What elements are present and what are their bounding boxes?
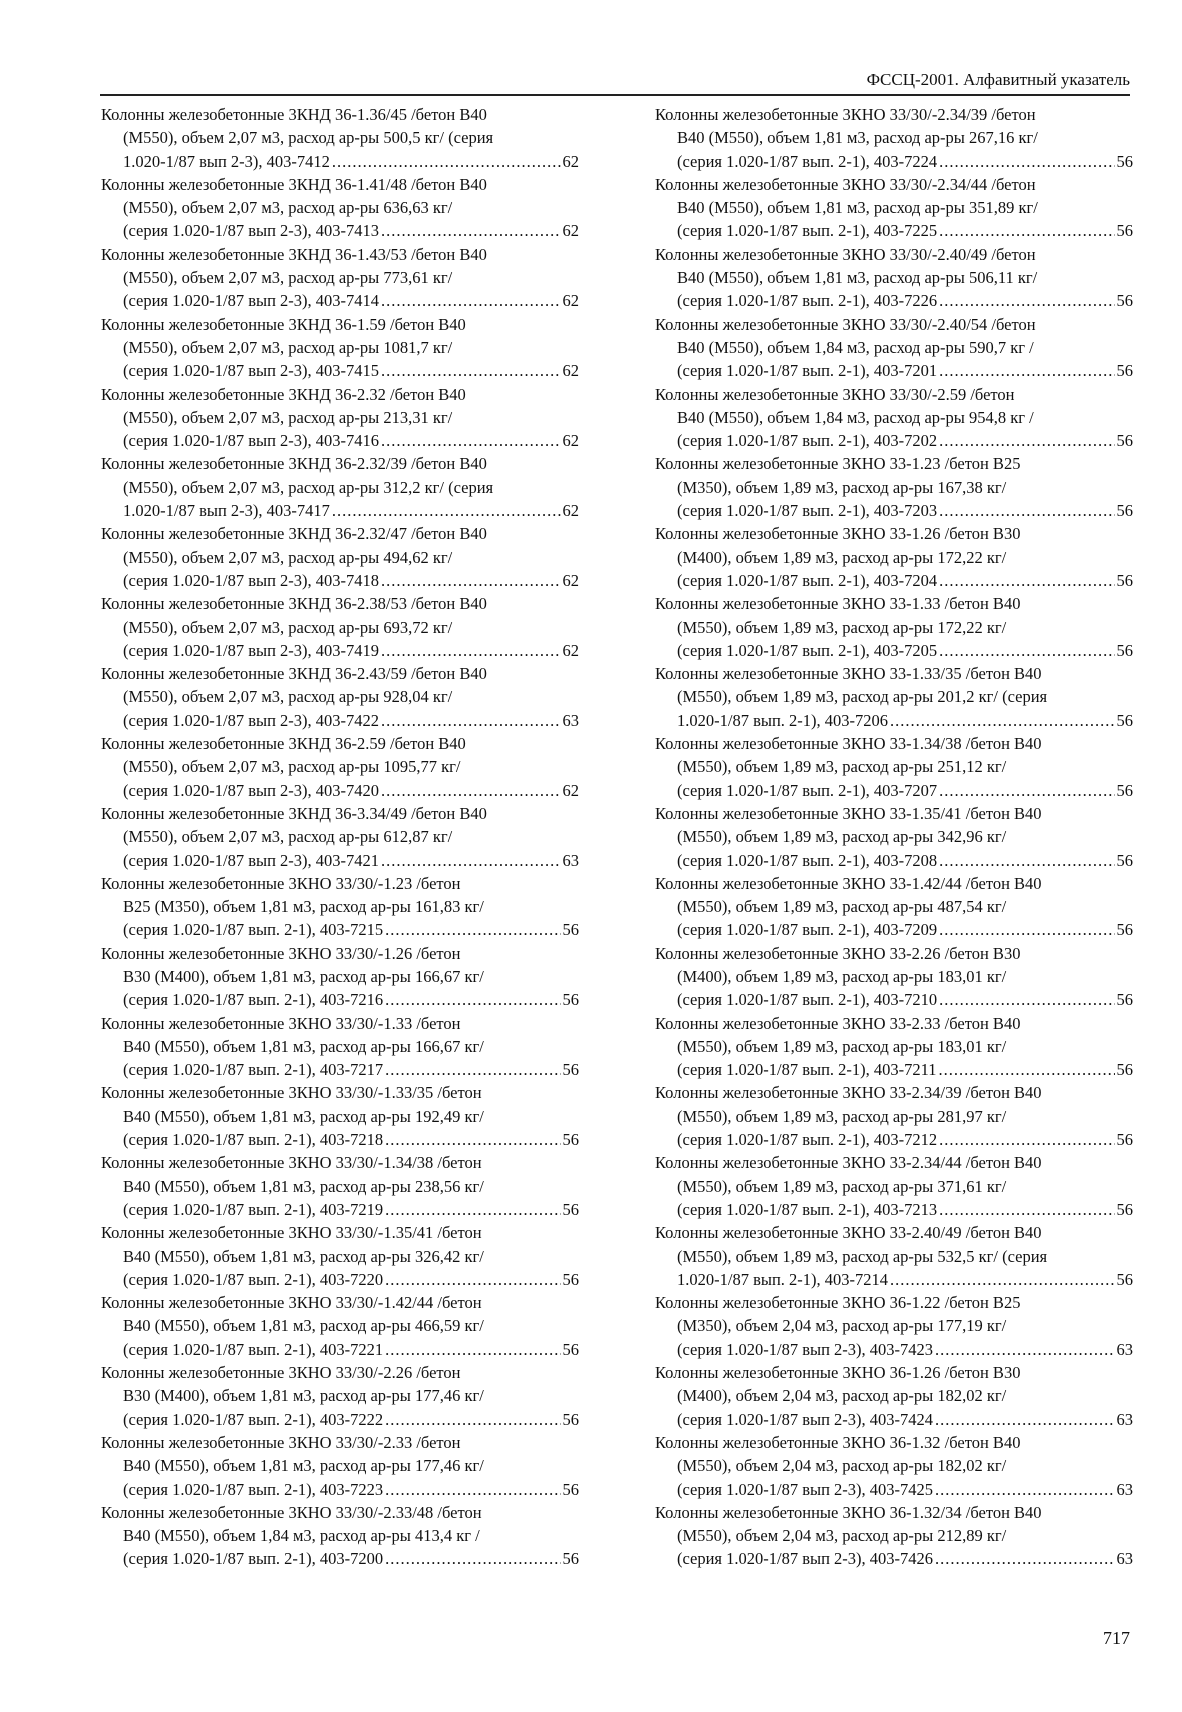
dot-leader — [939, 150, 1114, 173]
entry-reference-line — [655, 569, 1133, 592]
entry-reference: (серия 1.020-1/87 вып 2-3), 403-7426 — [677, 1549, 934, 1569]
entry-heading: Колонны железобетонные 3КНД 36-2.38/53 /бетон В40 — [101, 594, 487, 614]
entry-continuation: В40 (М550), объем 1,81 м3, расход ар-ры 177,46 кг/ — [123, 1456, 484, 1476]
index-entry — [101, 452, 579, 522]
entry-heading: Колонны железобетонные 3КНО 33/30/-2.34/39 /бетон — [655, 105, 1036, 124]
entry-reference-line — [655, 289, 1133, 312]
entry-page-number: 62 — [562, 431, 579, 451]
entry-reference-line — [655, 1198, 1133, 1221]
entry-reference: (серия 1.020-1/87 вып. 2-1), 403-7205 — [677, 640, 938, 660]
entry-reference: (серия 1.020-1/87 вып 2-3), 403-7425 — [677, 1479, 934, 1499]
entry-heading: Колонны железобетонные 3КНО 33-2.40/49 /бетон В40 — [655, 1223, 1042, 1243]
entry-reference-line — [101, 219, 579, 242]
entry-reference: (серия 1.020-1/87 вып. 2-1), 403-7202 — [677, 431, 938, 451]
entry-heading: Колонны железобетонные 3КНО 33/30/-2.59 /бетон — [655, 384, 1015, 404]
entry-heading: Колонны железобетонные 3КНО 33/30/-2.34/44 /бетон — [655, 174, 1036, 194]
entry-page-number: 56 — [1116, 1060, 1133, 1080]
dot-leader — [385, 1408, 560, 1431]
dot-leader — [385, 1478, 560, 1501]
entry-continuation: (М550), объем 2,07 м3, расход ар-ры 312,2 кг/ (серия — [123, 477, 494, 497]
page-number: 717 — [1103, 1628, 1130, 1648]
entry-page-number: 63 — [562, 850, 579, 870]
entry-continuation: (М550), объем 2,07 м3, расход ар-ры 773,61 кг/ — [123, 268, 453, 288]
entry-continuation: (М550), объем 1,89 м3, расход ар-ры 532,5 кг/ (серия — [677, 1246, 1048, 1266]
index-entry — [101, 872, 579, 942]
entry-reference-line — [655, 429, 1133, 452]
index-entry — [101, 103, 579, 173]
index-entry — [101, 802, 579, 872]
index-entry — [101, 662, 579, 732]
entry-page-number: 62 — [562, 780, 579, 800]
entry-page-number: 56 — [1116, 291, 1133, 311]
index-entry — [101, 1431, 579, 1501]
entry-heading: Колонны железобетонные 3КНО 33/30/-2.40/49 /бетон — [655, 244, 1036, 264]
entry-reference: (серия 1.020-1/87 вып. 2-1), 403-7207 — [677, 780, 938, 800]
index-entry — [101, 1291, 579, 1361]
entry-heading: Колонны железобетонные 3КНД 36-1.36/45 /бетон В40 — [101, 105, 487, 124]
entry-reference-line — [101, 1268, 579, 1291]
entry-heading: Колонны железобетонные 3КНО 33/30/-2.33 /бетон — [101, 1432, 461, 1452]
entry-page-number: 62 — [562, 221, 579, 241]
entry-reference-line — [655, 1128, 1133, 1151]
entry-page-number: 63 — [1116, 1339, 1133, 1359]
entry-heading: Колонны железобетонные 3КНО 33/30/-1.23 /бетон — [101, 873, 461, 893]
dot-leader — [935, 1408, 1114, 1431]
dot-leader — [939, 918, 1114, 941]
entry-continuation: (М550), объем 2,07 м3, расход ар-ры 928,04 кг/ — [123, 687, 453, 707]
index-entry — [655, 452, 1133, 522]
entry-reference: (серия 1.020-1/87 вып 2-3), 403-7420 — [123, 780, 380, 800]
entry-page-number: 56 — [1116, 780, 1133, 800]
entry-continuation: В40 (М550), объем 1,81 м3, расход ар-ры 166,67 кг/ — [123, 1036, 484, 1056]
index-entry — [655, 313, 1133, 383]
entry-continuation: (М400), объем 1,89 м3, расход ар-ры 172,22 кг/ — [677, 547, 1007, 567]
entry-reference-line — [101, 1338, 579, 1361]
entry-reference: 1.020-1/87 вып 2-3), 403-7417 — [123, 501, 330, 521]
entry-heading: Колонны железобетонные 3КНО 33-2.26 /бетон В30 — [655, 943, 1021, 963]
entry-reference-line — [655, 499, 1133, 522]
dot-leader — [381, 849, 560, 872]
entry-reference-line — [101, 918, 579, 941]
entry-page-number: 56 — [1116, 431, 1133, 451]
entry-heading: Колонны железобетонные 3КНД 36-1.43/53 /бетон В40 — [101, 244, 487, 264]
entry-reference-line — [655, 849, 1133, 872]
entry-reference: (серия 1.020-1/87 вып. 2-1), 403-7211 — [677, 1060, 937, 1080]
index-entry — [101, 732, 579, 802]
entry-continuation: (М550), объем 2,07 м3, расход ар-ры 636,63 кг/ — [123, 198, 453, 218]
entry-page-number: 56 — [1116, 1199, 1133, 1219]
entry-reference-line — [101, 1478, 579, 1501]
entry-page-number: 56 — [562, 1269, 579, 1289]
dot-leader — [381, 359, 560, 382]
entry-page-number: 62 — [562, 361, 579, 381]
entry-continuation: (М550), объем 1,89 м3, расход ар-ры 183,01 кг/ — [677, 1036, 1007, 1056]
dot-leader — [939, 1128, 1114, 1151]
entry-reference-line — [101, 359, 579, 382]
dot-leader — [385, 1198, 560, 1221]
index-entry — [655, 1012, 1133, 1082]
dot-leader — [939, 219, 1114, 242]
entry-heading: Колонны железобетонные 3КНО 33-1.23 /бетон В25 — [655, 454, 1021, 474]
entry-reference-line — [101, 1547, 579, 1570]
page-header — [100, 70, 1130, 96]
entry-page-number: 56 — [562, 990, 579, 1010]
entry-reference: (серия 1.020-1/87 вып. 2-1), 403-7208 — [677, 850, 938, 870]
entry-continuation: В40 (М550), объем 1,81 м3, расход ар-ры 192,49 кг/ — [123, 1106, 484, 1126]
entry-continuation: (М550), объем 1,89 м3, расход ар-ры 251,12 кг/ — [677, 757, 1007, 777]
entry-reference-line — [655, 709, 1133, 732]
index-entry — [101, 522, 579, 592]
entry-continuation: В40 (М550), объем 1,81 м3, расход ар-ры 506,11 кг/ — [677, 268, 1038, 288]
entry-reference: 1.020-1/87 вып. 2-1), 403-7214 — [677, 1269, 889, 1289]
index-entry — [655, 522, 1133, 592]
entry-heading: Колонны железобетонные 3КНО 36-1.22 /бетон В25 — [655, 1293, 1021, 1313]
index-entry — [101, 1361, 579, 1431]
entry-heading: Колонны железобетонные 3КНО 33-2.34/44 /бетон В40 — [655, 1153, 1042, 1173]
entry-heading: Колонны железобетонные 3КНО 33-1.35/41 /бетон В40 — [655, 803, 1042, 823]
entry-reference-line — [655, 1268, 1133, 1291]
entry-heading: Колонны железобетонные 3КНО 36-1.32 /бетон В40 — [655, 1432, 1021, 1452]
index-entry — [655, 872, 1133, 942]
entry-reference-line — [101, 289, 579, 312]
entry-page-number: 63 — [1116, 1549, 1133, 1569]
entry-continuation: В40 (М550), объем 1,81 м3, расход ар-ры 326,42 кг/ — [123, 1246, 484, 1266]
entry-reference: (серия 1.020-1/87 вып 2-3), 403-7413 — [123, 221, 380, 241]
entry-heading: Колонны железобетонные 3КНО 33/30/-1.33 /бетон — [101, 1013, 461, 1033]
entry-heading: Колонны железобетонные 3КНД 36-3.34/49 /бетон В40 — [101, 803, 487, 823]
entry-heading: Колонны железобетонные 3КНО 36-1.26 /бетон В30 — [655, 1363, 1021, 1383]
entry-continuation: (М550), объем 1,89 м3, расход ар-ры 487,54 кг/ — [677, 897, 1007, 917]
entry-reference-line — [101, 639, 579, 662]
entry-heading: Колонны железобетонные 3КНО 33/30/-2.26 /бетон — [101, 1363, 461, 1383]
dot-leader — [381, 639, 560, 662]
index-entry — [655, 1221, 1133, 1291]
entry-heading: Колонны железобетонные 3КНО 33-1.33 /бетон В40 — [655, 594, 1021, 614]
entry-page-number: 56 — [1116, 640, 1133, 660]
entry-continuation: В40 (М550), объем 1,84 м3, расход ар-ры 413,4 кг / — [123, 1526, 480, 1546]
index-entry — [101, 173, 579, 243]
entry-continuation: (М400), объем 2,04 м3, расход ар-ры 182,02 кг/ — [677, 1386, 1007, 1406]
entry-reference: (серия 1.020-1/87 вып 2-3), 403-7422 — [123, 710, 380, 730]
index-entry — [101, 1151, 579, 1221]
entry-reference: 1.020-1/87 вып. 2-1), 403-7206 — [677, 710, 889, 730]
entry-reference-line — [655, 779, 1133, 802]
entry-continuation: (М550), объем 2,04 м3, расход ар-ры 212,89 кг/ — [677, 1526, 1007, 1546]
index-entry — [655, 1431, 1133, 1501]
entry-page-number: 56 — [1116, 501, 1133, 521]
entry-reference: (серия 1.020-1/87 вып. 2-1), 403-7223 — [123, 1479, 384, 1499]
dot-leader — [939, 849, 1114, 872]
entry-heading: Колонны железобетонные 3КНО 33-2.34/39 /бетон В40 — [655, 1083, 1042, 1103]
entry-continuation: (М550), объем 1,89 м3, расход ар-ры 342,96 кг/ — [677, 827, 1007, 847]
entry-continuation: (М550), объем 2,04 м3, расход ар-ры 182,02 кг/ — [677, 1456, 1007, 1476]
index-entry — [655, 1151, 1133, 1221]
index-column-right — [655, 103, 1133, 1571]
entry-heading: Колонны железобетонные 3КНО 33-1.42/44 /бетон В40 — [655, 873, 1042, 893]
index-entry — [655, 592, 1133, 662]
entry-heading: Колонны железобетонные 3КНО 33-2.33 /бетон В40 — [655, 1013, 1021, 1033]
entry-page-number: 56 — [1116, 990, 1133, 1010]
index-entry — [101, 243, 579, 313]
entry-heading: Колонны железобетонные 3КНД 36-2.43/59 /бетон В40 — [101, 664, 487, 684]
entry-reference-line — [101, 988, 579, 1011]
entry-page-number: 62 — [562, 570, 579, 590]
dot-leader — [385, 1338, 560, 1361]
dot-leader — [939, 779, 1114, 802]
entry-page-number: 56 — [1116, 221, 1133, 241]
entry-page-number: 62 — [562, 640, 579, 660]
dot-leader — [381, 569, 560, 592]
entry-reference-line — [101, 1128, 579, 1151]
index-entry — [101, 1012, 579, 1082]
entry-page-number: 63 — [562, 710, 579, 730]
entry-heading: Колонны железобетонные 3КНД 36-2.32/47 /бетон В40 — [101, 524, 487, 544]
entry-continuation: (М550), объем 2,07 м3, расход ар-ры 494,62 кг/ — [123, 547, 453, 567]
dot-leader — [385, 918, 560, 941]
index-entry — [101, 1081, 579, 1151]
index-entry — [655, 243, 1133, 313]
dot-leader — [385, 988, 560, 1011]
entry-reference: (серия 1.020-1/87 вып. 2-1), 403-7216 — [123, 990, 384, 1010]
entry-reference: (серия 1.020-1/87 вып. 2-1), 403-7204 — [677, 570, 938, 590]
entry-reference-line — [655, 988, 1133, 1011]
entry-page-number: 56 — [1116, 850, 1133, 870]
index-entry — [655, 662, 1133, 732]
entry-page-number: 56 — [1116, 1130, 1133, 1150]
entry-page-number: 56 — [562, 1199, 579, 1219]
entry-reference: (серия 1.020-1/87 вып 2-3), 403-7416 — [123, 431, 380, 451]
entry-reference: (серия 1.020-1/87 вып 2-3), 403-7414 — [123, 291, 380, 311]
index-entry — [101, 1501, 579, 1571]
dot-leader — [385, 1058, 560, 1081]
dot-leader — [385, 1547, 560, 1570]
dot-leader — [381, 709, 560, 732]
dot-leader — [332, 499, 561, 522]
entry-reference-line — [101, 849, 579, 872]
entry-continuation: (М550), объем 2,07 м3, расход ар-ры 1081,7 кг/ — [123, 337, 453, 357]
entry-continuation: В40 (М550), объем 1,81 м3, расход ар-ры 267,16 кг/ — [677, 128, 1038, 148]
entry-continuation: В30 (М400), объем 1,81 м3, расход ар-ры 166,67 кг/ — [123, 966, 484, 986]
entry-continuation: (М550), объем 1,89 м3, расход ар-ры 371,61 кг/ — [677, 1176, 1007, 1196]
index-entry — [655, 1291, 1133, 1361]
entry-heading: Колонны железобетонные 3КНО 33/30/-1.35/41 /бетон — [101, 1223, 482, 1243]
dot-leader — [381, 779, 560, 802]
entry-heading: Колонны железобетонные 3КНД 36-2.59 /бетон В40 — [101, 734, 466, 754]
entry-reference: (серия 1.020-1/87 вып. 2-1), 403-7210 — [677, 990, 938, 1010]
entry-heading: Колонны железобетонные 3КНО 33-1.33/35 /бетон В40 — [655, 664, 1042, 684]
entry-continuation: (М550), объем 2,07 м3, расход ар-ры 612,87 кг/ — [123, 827, 453, 847]
entry-reference-line — [655, 1408, 1133, 1431]
entry-reference-line — [655, 639, 1133, 662]
entry-continuation: (М550), объем 1,89 м3, расход ар-ры 201,2 кг/ (серия — [677, 687, 1048, 707]
dot-leader — [939, 639, 1114, 662]
entry-continuation: В40 (М550), объем 1,81 м3, расход ар-ры 238,56 кг/ — [123, 1176, 484, 1196]
entry-reference-line — [655, 359, 1133, 382]
entry-reference: (серия 1.020-1/87 вып. 2-1), 403-7220 — [123, 1269, 384, 1289]
entry-reference: (серия 1.020-1/87 вып 2-3), 403-7418 — [123, 570, 380, 590]
dot-leader — [385, 1128, 560, 1151]
dot-leader — [381, 219, 560, 242]
entry-reference-line — [655, 1338, 1133, 1361]
entry-page-number: 56 — [562, 920, 579, 940]
entry-page-number: 56 — [1116, 151, 1133, 171]
entry-continuation: (М550), объем 2,07 м3, расход ар-ры 1095,77 кг/ — [123, 757, 461, 777]
index-entry — [655, 942, 1133, 1012]
entry-page-number: 62 — [562, 501, 579, 521]
entry-heading: Колонны железобетонные 3КНД 36-2.32 /бетон В40 — [101, 384, 466, 404]
entry-page-number: 56 — [1116, 1269, 1133, 1289]
entry-reference-line — [655, 1058, 1133, 1081]
index-entry — [655, 1501, 1133, 1571]
dot-leader — [935, 1338, 1114, 1361]
entry-page-number: 56 — [1116, 570, 1133, 590]
entry-heading: Колонны железобетонные 3КНО 33/30/-2.40/54 /бетон — [655, 314, 1036, 334]
entry-reference: (серия 1.020-1/87 вып. 2-1), 403-7203 — [677, 501, 938, 521]
index-entry — [655, 173, 1133, 243]
entry-reference: (серия 1.020-1/87 вып. 2-1), 403-7217 — [123, 1060, 384, 1080]
entry-page-number: 56 — [562, 1060, 579, 1080]
entry-page-number: 56 — [1116, 710, 1133, 730]
entry-page-number: 56 — [562, 1549, 579, 1569]
entry-heading: Колонны железобетонные 3КНО 33/30/-1.42/44 /бетон — [101, 1293, 482, 1313]
entry-page-number: 62 — [562, 291, 579, 311]
entry-reference: 1.020-1/87 вып 2-3), 403-7412 — [123, 151, 330, 171]
dot-leader — [332, 150, 561, 173]
header-title: ФССЦ-2001. Алфавитный указатель — [866, 70, 1130, 89]
dot-leader — [939, 289, 1114, 312]
entry-page-number: 56 — [1116, 920, 1133, 940]
entry-continuation: (М550), объем 2,07 м3, расход ар-ры 500,5 кг/ (серия — [123, 128, 494, 148]
entry-continuation: В40 (М550), объем 1,84 м3, расход ар-ры 590,7 кг / — [677, 337, 1034, 357]
index-entry — [655, 1361, 1133, 1431]
dot-leader — [939, 569, 1114, 592]
entry-reference: (серия 1.020-1/87 вып 2-3), 403-7415 — [123, 361, 380, 381]
entry-heading: Колонны железобетонные 3КНО 33/30/-1.34/38 /бетон — [101, 1153, 482, 1173]
entry-reference: (серия 1.020-1/87 вып. 2-1), 403-7224 — [677, 151, 938, 171]
entry-reference-line — [101, 499, 579, 522]
index-entry — [101, 1221, 579, 1291]
entry-continuation: (М350), объем 2,04 м3, расход ар-ры 177,19 кг/ — [677, 1316, 1007, 1336]
entry-heading: Колонны железобетонные 3КНО 33-1.26 /бетон В30 — [655, 524, 1021, 544]
entry-heading: Колонны железобетонные 3КНО 33/30/-1.33/35 /бетон — [101, 1083, 482, 1103]
entry-continuation: В40 (М550), объем 1,81 м3, расход ар-ры 351,89 кг/ — [677, 198, 1038, 218]
dot-leader — [381, 289, 560, 312]
entry-reference-line — [655, 150, 1133, 173]
entry-reference-line — [101, 1058, 579, 1081]
entry-continuation: (М550), объем 1,89 м3, расход ар-ры 281,97 кг/ — [677, 1106, 1007, 1126]
index-entry — [101, 313, 579, 383]
entry-page-number: 56 — [562, 1339, 579, 1359]
entry-reference-line — [101, 709, 579, 732]
entry-reference-line — [101, 779, 579, 802]
entry-reference: (серия 1.020-1/87 вып 2-3), 403-7421 — [123, 850, 380, 870]
entry-reference-line — [101, 1408, 579, 1431]
index-entry — [655, 732, 1133, 802]
entry-reference: (серия 1.020-1/87 вып 2-3), 403-7424 — [677, 1409, 934, 1429]
entry-continuation: (М550), объем 2,07 м3, расход ар-ры 213,31 кг/ — [123, 407, 453, 427]
dot-leader — [385, 1268, 560, 1291]
entry-heading: Колонны железобетонные 3КНО 33/30/-2.33/48 /бетон — [101, 1502, 482, 1522]
dot-leader — [935, 1478, 1114, 1501]
dot-leader — [890, 709, 1114, 732]
entry-reference: (серия 1.020-1/87 вып. 2-1), 403-7221 — [123, 1339, 384, 1359]
entry-page-number: 63 — [1116, 1479, 1133, 1499]
entry-reference: (серия 1.020-1/87 вып. 2-1), 403-7209 — [677, 920, 938, 940]
entry-reference: (серия 1.020-1/87 вып. 2-1), 403-7218 — [123, 1130, 384, 1150]
entry-page-number: 56 — [562, 1409, 579, 1429]
entry-reference: (серия 1.020-1/87 вып. 2-1), 403-7222 — [123, 1409, 384, 1429]
dot-leader — [939, 429, 1114, 452]
dot-leader — [890, 1268, 1114, 1291]
entry-reference: (серия 1.020-1/87 вып. 2-1), 403-7201 — [677, 361, 938, 381]
entry-page-number: 56 — [562, 1479, 579, 1499]
entry-page-number: 56 — [1116, 361, 1133, 381]
dot-leader — [935, 1547, 1114, 1570]
index-entry — [655, 1081, 1133, 1151]
entry-reference: (серия 1.020-1/87 вып 2-3), 403-7419 — [123, 640, 380, 660]
entry-heading: Колонны железобетонные 3КНО 33-1.34/38 /бетон В40 — [655, 734, 1042, 754]
index-column-left — [101, 103, 579, 1571]
entry-reference: (серия 1.020-1/87 вып. 2-1), 403-7225 — [677, 221, 938, 241]
entry-reference: (серия 1.020-1/87 вып. 2-1), 403-7226 — [677, 291, 938, 311]
dot-leader — [939, 1058, 1115, 1081]
index-entry — [655, 802, 1133, 872]
index-entry — [101, 592, 579, 662]
index-entry — [655, 103, 1133, 173]
entry-reference: (серия 1.020-1/87 вып. 2-1), 403-7200 — [123, 1549, 384, 1569]
entry-reference-line — [655, 1478, 1133, 1501]
entry-reference-line — [101, 150, 579, 173]
dot-leader — [939, 988, 1114, 1011]
entry-reference: (серия 1.020-1/87 вып. 2-1), 403-7212 — [677, 1130, 938, 1150]
entry-reference: (серия 1.020-1/87 вып. 2-1), 403-7213 — [677, 1199, 938, 1219]
entry-reference-line — [101, 429, 579, 452]
entry-page-number: 62 — [562, 151, 579, 171]
entry-continuation: (М550), объем 2,07 м3, расход ар-ры 693,72 кг/ — [123, 617, 453, 637]
index-entry — [101, 942, 579, 1012]
dot-leader — [939, 1198, 1114, 1221]
index-entry — [655, 383, 1133, 453]
dot-leader — [381, 429, 560, 452]
entry-continuation: (М350), объем 1,89 м3, расход ар-ры 167,38 кг/ — [677, 477, 1007, 497]
entry-reference-line — [655, 918, 1133, 941]
index-entry — [101, 383, 579, 453]
entry-reference: (серия 1.020-1/87 вып. 2-1), 403-7215 — [123, 920, 384, 940]
dot-leader — [939, 499, 1114, 522]
entry-continuation: В40 (М550), объем 1,81 м3, расход ар-ры 466,59 кг/ — [123, 1316, 484, 1336]
entry-reference-line — [101, 1198, 579, 1221]
entry-heading: Колонны железобетонные 3КНО 36-1.32/34 /бетон В40 — [655, 1502, 1042, 1522]
entry-continuation: (М400), объем 1,89 м3, расход ар-ры 183,01 кг/ — [677, 966, 1007, 986]
entry-continuation: В30 (М400), объем 1,81 м3, расход ар-ры 177,46 кг/ — [123, 1386, 484, 1406]
entry-reference-line — [655, 1547, 1133, 1570]
entry-continuation: В25 (М350), объем 1,81 м3, расход ар-ры 161,83 кг/ — [123, 897, 484, 917]
entry-reference: (серия 1.020-1/87 вып 2-3), 403-7423 — [677, 1339, 934, 1359]
entry-reference: (серия 1.020-1/87 вып. 2-1), 403-7219 — [123, 1199, 384, 1219]
entry-page-number: 63 — [1116, 1409, 1133, 1429]
entry-heading: Колонны железобетонные 3КНД 36-1.59 /бетон В40 — [101, 314, 466, 334]
entry-heading: Колонны железобетонные 3КНД 36-2.32/39 /бетон В40 — [101, 454, 487, 474]
entry-page-number: 56 — [562, 1130, 579, 1150]
entry-reference-line — [101, 569, 579, 592]
dot-leader — [939, 359, 1114, 382]
entry-continuation: (М550), объем 1,89 м3, расход ар-ры 172,22 кг/ — [677, 617, 1007, 637]
entry-heading: Колонны железобетонные 3КНО 33/30/-1.26 /бетон — [101, 943, 461, 963]
entry-reference-line — [655, 219, 1133, 242]
entry-continuation: В40 (М550), объем 1,84 м3, расход ар-ры 954,8 кг / — [677, 407, 1034, 427]
entry-heading: Колонны железобетонные 3КНД 36-1.41/48 /бетон В40 — [101, 174, 487, 194]
